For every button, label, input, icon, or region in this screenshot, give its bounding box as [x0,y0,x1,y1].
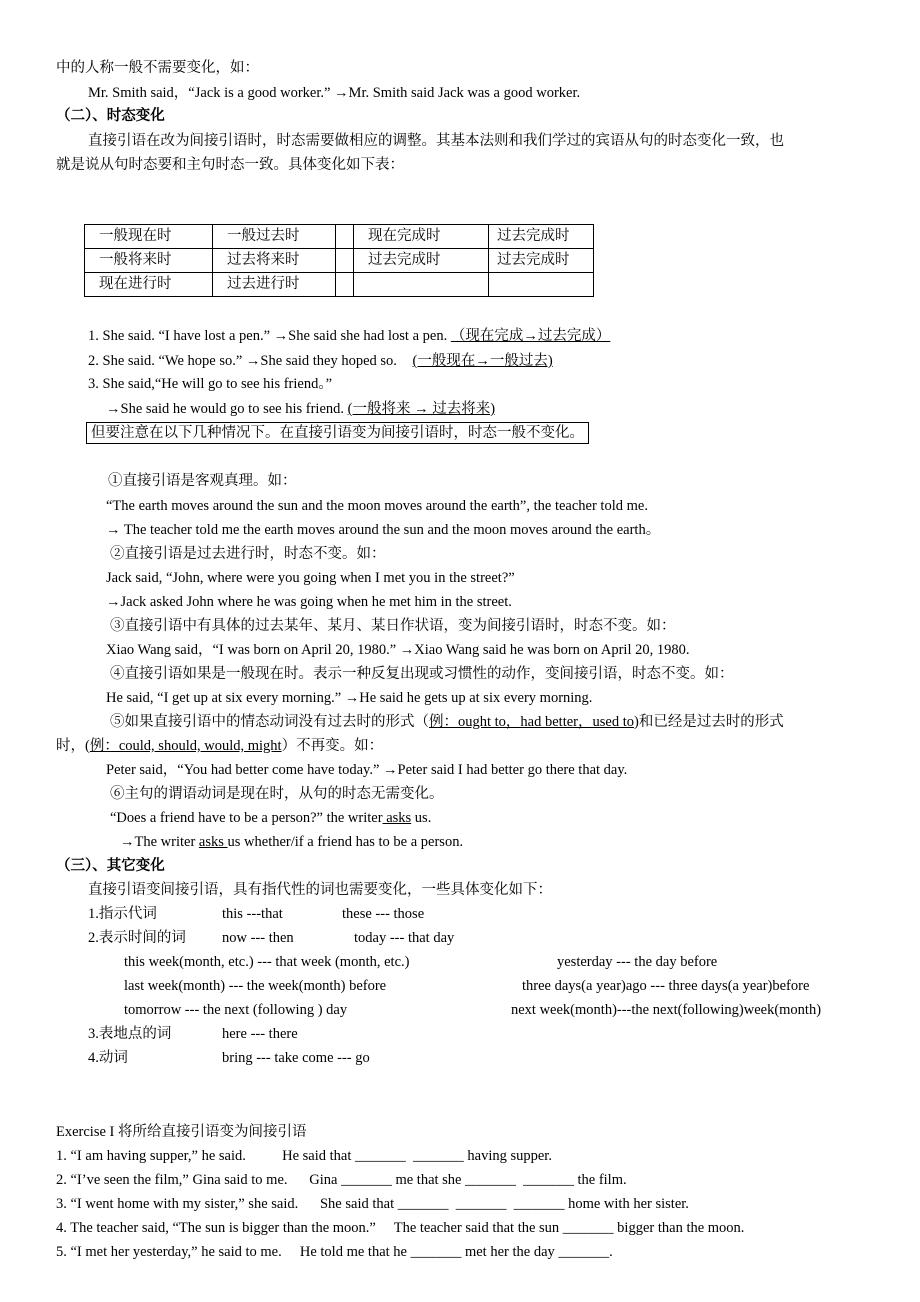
case-5-text: ⑤如果直接引语中的情态动词没有过去时的形式（ [110,714,429,730]
attention-box: 但要注意在以下几种情况下。在直接引语变为间接引语时，时态一般不变化。 [86,422,589,444]
case-2-title: ②直接引语是过去进行时，时态不变。如： [110,546,386,562]
case-6-line1 [110,808,431,828]
change-pair: this week(month, etc.) --- that week (month, etc.) [124,954,410,970]
section2-paragraph-line1: 直接引语在改为间接引语时，时态需要做相应的调整。其基本法则和我们学过的宾语从句的时态变化一致，也 [88,133,784,149]
case-6-text: us whether/if a friend has to be a person. [227,834,464,850]
example-2 [88,351,553,371]
case-6-line2 [120,832,463,852]
change-pair: here --- there [222,1026,298,1042]
change-pair: yesterday --- the day before [557,954,718,970]
case-5-line1 [110,712,784,732]
table-cell: 现在完成时 [354,225,489,249]
case-5-text: 时，( [56,738,90,754]
table-cell: 一般过去时 [213,225,336,249]
case-6-title: ⑥主句的谓语动词是现在时，从句的时态无需变化。 [110,786,444,802]
example-1 [88,326,610,346]
section2-heading: （二）、时态变化 [56,108,165,124]
exercise-item: 3. “I went home with my sister,” she said. She said that _______ _______ _______ home with her sister. [56,1196,689,1212]
change-pair: these --- those [342,906,425,922]
case-6-text: “Does a friend have to be a person?” the writer [110,810,383,826]
change-pair: three days(a year)ago --- three days(a year)before [522,978,810,994]
case-5-examples: 例：ought to，had better，used to [429,714,634,730]
change-row-label: 2.表示时间的词 [88,930,186,946]
example-note: (一般现在→一般过去) [412,353,553,369]
section2-paragraph-line2: 就是说从句时态要和主句时态一致。具体变化如下表： [56,157,404,173]
case-4-line1: He said, “I get up at six every morning.” →He said he gets up at six every morning. [106,690,593,706]
case-5-examples: 例：could, should, would, might [89,738,282,754]
example-3: 3. She said,“He will go to see his friend。” [88,376,333,392]
change-pair: this ---that [222,906,283,922]
table-cell [336,225,354,249]
change-row-label: 4.动词 [88,1050,128,1066]
case-6-asks: asks [198,834,228,850]
table-cell: 现在进行时 [85,273,213,297]
example-note: （现在完成→过去完成） [450,328,611,344]
case-5-text: ）不再变。如： [281,738,384,754]
case-2-line2: →Jack asked John where he was going when he met him in the street. [106,594,512,610]
table-cell: 一般将来时 [85,249,213,273]
tense-change-table [84,224,594,297]
change-pair: tomorrow --- the next (following ) day [124,1002,348,1018]
intro-line: 中的人称一般不需要变化，如： [56,60,259,76]
table-cell: 过去将来时 [213,249,336,273]
example-text: 1. She said. “I have lost a pen.” →She said she had lost a pen. [88,328,448,344]
table-row [85,249,594,273]
change-row-label: 1.指示代词 [88,906,157,922]
example-text: →She said he would go to see his friend. [106,401,345,417]
table-cell [354,273,489,297]
case-3-line1: Xiao Wang said，“I was born on April 20, 1980.” →Xiao Wang said he was born on April 20, 1980. [106,642,690,658]
table-cell [489,273,594,297]
case-4-title: ④直接引语如果是一般现在时。表示一种反复出现或习惯性的动作，变间接引语，时态不变。如： [110,666,734,682]
case-1-title: ①直接引语是客观真理。如： [108,473,297,489]
case-6-text: →The writer [120,834,199,850]
case-5-line3: Peter said，“You had better come have today.” →Peter said I had better go there that day. [106,762,628,778]
table-cell: 一般现在时 [85,225,213,249]
example-note: (一般将来 → 过去将来) [347,401,496,417]
table-row [85,273,594,297]
table-cell [336,273,354,297]
section3-paragraph: 直接引语变间接引语，具有指代性的词也需要变化，一些具体变化如下： [88,882,552,898]
exercise-title: Exercise I 将所给直接引语变为间接引语 [56,1124,307,1140]
case-6-text: us. [411,810,432,826]
example-3-result [106,399,495,419]
change-pair: bring --- take come --- go [222,1050,370,1066]
change-pair: next week(month)---the next(following)week(month) [511,1002,822,1018]
table-row [85,225,594,249]
intro-example: Mr. Smith said，“Jack is a good worker.” →Mr. Smith said Jack was a good worker. [88,85,581,101]
change-pair: last week(month) --- the week(month) before [124,978,387,994]
case-6-asks: asks [382,810,412,826]
change-pair: today --- that day [354,930,455,946]
exercise-item: 5. “I met her yesterday,” he said to me. He told me that he _______ met her the day _______. [56,1244,613,1260]
table-cell: 过去完成时 [489,225,594,249]
exercise-item: 1. “I am having supper,” he said. He said that _______ _______ having supper. [56,1148,552,1164]
exercise-item: 2. “I’ve seen the film,” Gina said to me. Gina _______ me that she _______ _______ the film. [56,1172,627,1188]
case-1-line2: → The teacher told me the earth moves around the sun and the moon moves around the earth。 [106,522,661,538]
case-5-line2 [56,736,383,756]
change-pair: now --- then [222,930,294,946]
case-1-line1: “The earth moves around the sun and the moon moves around the earth”, the teacher told me. [106,498,648,514]
exercise-item: 4. The teacher said, “The sun is bigger than the moon.” The teacher said that the sun _______ bigger than the moon. [56,1220,745,1236]
change-row-label: 3.表地点的词 [88,1026,172,1042]
case-2-line1: Jack said, “John, where were you going when I met you in the street?” [106,570,515,586]
case-5-text: )和已经是过去时的形式 [633,714,784,730]
section3-heading: （三）、其它变化 [56,858,165,874]
table-cell [336,249,354,273]
case-3-title: ③直接引语中有具体的过去某年、某月、某日作状语，变为间接引语时，时态不变。如： [110,618,676,634]
example-text: 2. She said. “We hope so.” →She said they hoped so. [88,353,397,369]
table-cell: 过去完成时 [489,249,594,273]
table-cell: 过去进行时 [213,273,336,297]
table-cell: 过去完成时 [354,249,489,273]
